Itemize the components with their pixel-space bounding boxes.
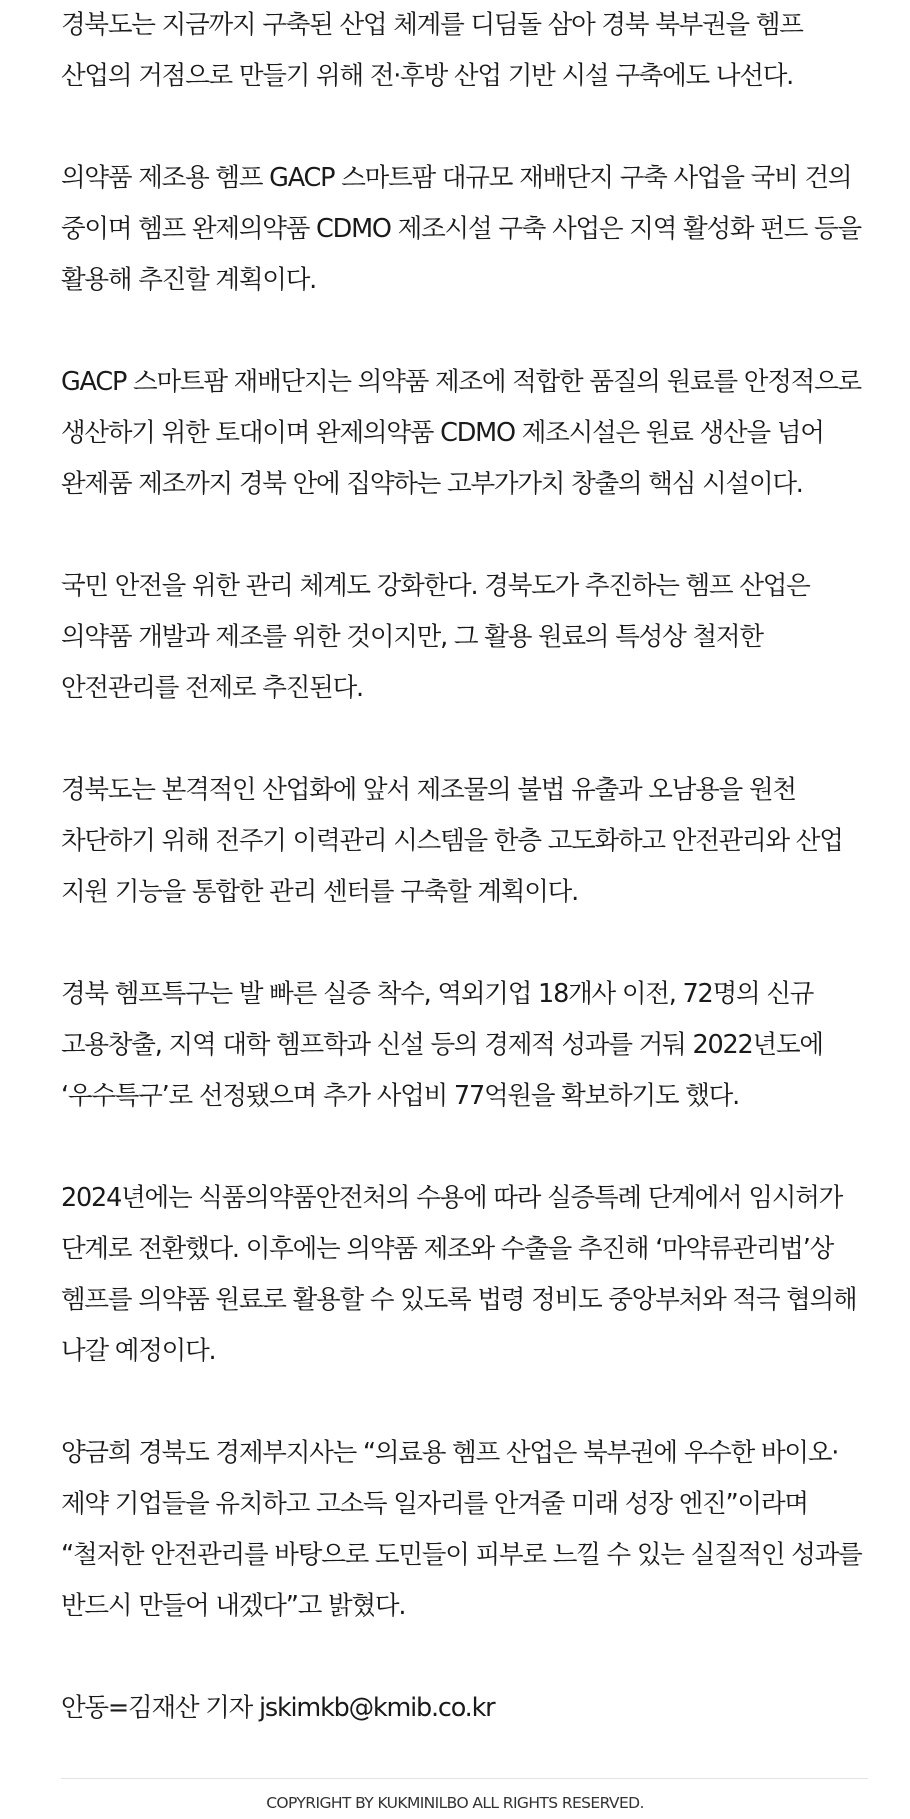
article-paragraph: 2024년에는 식품의약품안전처의 수용에 따라 실증특례 단계에서 임시허가 단계로 전환했다. 이후에는 의약품 제조와 수출을 추진해 ‘마약류관리법’상 헴프를 의약품 원료로 활용할 수 있도록 법령 정비도 중앙부처와 적극 협의해 나갈 예정이다. [61, 1183, 857, 1366]
article-body [61, 0, 868, 1734]
article-paragraph: GACP 스마트팜 재배단지는 의약품 제조에 적합한 품질의 원료를 안정적으로 생산하기 위한 토대이며 완제의약품 CDMO 제조시설은 원료 생산을 넘어 완제품 제조까지 경북 안에 집약하는 고부가가치 창출의 핵심 시설이다. [61, 367, 861, 499]
article-paragraph: 의약품 제조용 헴프 GACP 스마트팜 대규모 재배단지 구축 사업을 국비 건의 중이며 헴프 완제의약품 CDMO 제조시설 구축 사업은 지역 활성화 펀드 등을 활용해 추진할 계획이다. [61, 163, 861, 295]
article-paragraph: 양금희 경북도 경제부지사는 “의료용 헴프 산업은 북부권에 우수한 바이오·제약 기업들을 유치하고 고소득 일자리를 안겨줄 미래 성장 엔진”이라며 “철저한 안전관리를 바탕으로 도민들이 피부로 느낄 수 있는 실질적인 성과를 반드시 만들어 내겠다”고 밝혔다. [61, 1438, 862, 1621]
copyright-footer: COPYRIGHT BY KUKMINILBO ALL RIGHTS RESERVED. [266, 1794, 644, 1812]
article-paragraph: 경북도는 본격적인 산업화에 앞서 제조물의 불법 유출과 오남용을 원천 차단하기 위해 전주기 이력관리 시스템을 한층 고도화하고 안전관리와 산업 지원 기능을 통합한 관리 센터를 구축할 계획이다. [61, 775, 843, 907]
footer-divider [61, 1778, 868, 1779]
article-paragraph: 경북도는 지금까지 구축된 산업 체계를 디딤돌 삼아 경북 북부권을 헴프 산업의 거점으로 만들기 위해 전·후방 산업 기반 시설 구축에도 나선다. [61, 10, 803, 91]
article-paragraph: 국민 안전을 위한 관리 체계도 강화한다. 경북도가 추진하는 헴프 산업은 의약품 개발과 제조를 위한 것이지만, 그 활용 원료의 특성상 철저한 안전관리를 전제로 추진된다. [61, 571, 810, 703]
article-paragraph: 경북 헴프특구는 발 빠른 실증 착수, 역외기업 18개사 이전, 72명의 신규 고용창출, 지역 대학 헴프학과 신설 등의 경제적 성과를 거둬 2022년도에 ‘우수특구’로 선정됐으며 추가 사업비 77억원을 확보하기도 했다. [61, 979, 823, 1111]
article-byline: 안동=김재산 기자 jskimkb@kmib.co.kr [61, 1693, 495, 1723]
